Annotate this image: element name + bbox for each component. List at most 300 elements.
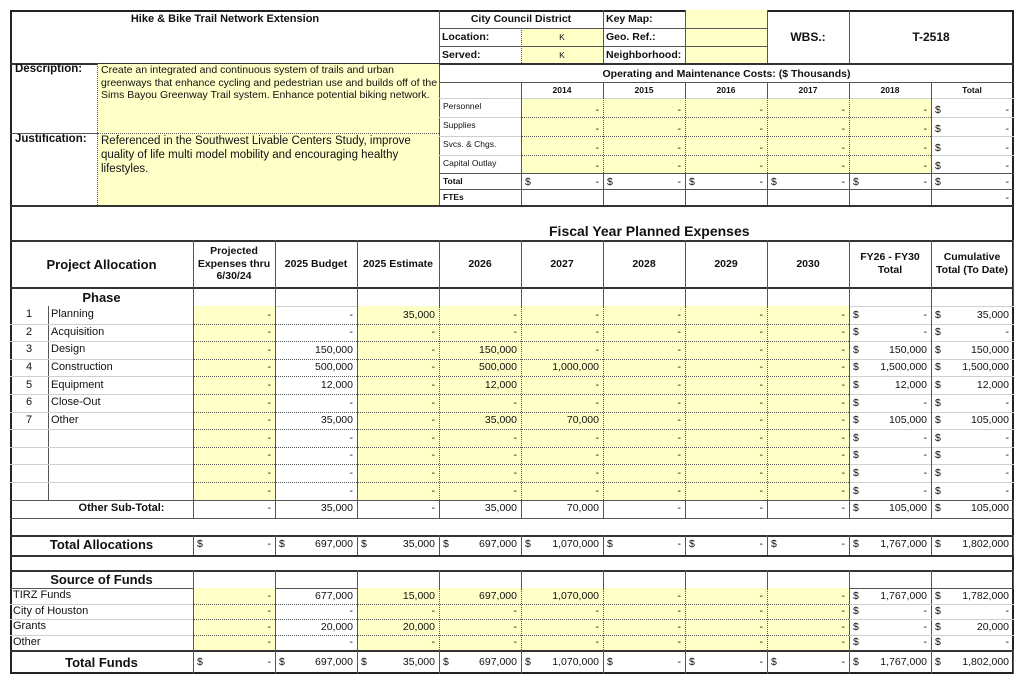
currency-symbol: $ <box>279 655 285 668</box>
om-cell <box>603 174 685 189</box>
amount: 1,070,000 <box>552 655 599 668</box>
amount: - <box>923 620 927 633</box>
om-cell[interactable]: - <box>677 141 681 154</box>
currency-symbol: $ <box>935 502 941 515</box>
phase-number: 6 <box>25 396 33 409</box>
currency-symbol: $ <box>935 361 941 374</box>
phase-cell[interactable]: - <box>841 361 845 374</box>
om-cell[interactable]: - <box>923 103 927 116</box>
source-cell[interactable]: - <box>349 636 353 649</box>
phase-cell[interactable]: - <box>677 484 681 497</box>
amount: - <box>1005 122 1009 135</box>
currency-symbol: $ <box>853 396 859 409</box>
om-cell[interactable]: - <box>595 141 599 154</box>
neighborhood-value[interactable] <box>685 47 767 63</box>
phase-cell[interactable]: - <box>677 431 681 444</box>
om-cell: - <box>1005 191 1009 204</box>
phase-cell[interactable]: - <box>595 343 599 356</box>
phase-cell[interactable]: - <box>349 449 353 462</box>
amount: - <box>1005 396 1009 409</box>
source-cell[interactable]: 1,070,000 <box>552 589 599 602</box>
phase-cell[interactable]: - <box>677 378 681 391</box>
description-label: Description: <box>15 64 83 75</box>
phase-cell[interactable]: 12,000 <box>320 378 353 391</box>
source-cell[interactable]: 15,000 <box>402 589 435 602</box>
amount: 12,000 <box>976 378 1009 391</box>
source-total-cell <box>931 604 1013 620</box>
phase-cell[interactable]: - <box>841 414 845 427</box>
amount: - <box>1005 466 1009 479</box>
om-cell[interactable]: - <box>759 122 763 135</box>
amount: 105,000 <box>971 502 1009 515</box>
grid-line <box>357 287 358 306</box>
phase-number: 7 <box>25 413 33 426</box>
amount: - <box>1005 605 1009 618</box>
phase-cell[interactable]: - <box>677 466 681 479</box>
om-cell <box>603 190 685 205</box>
source-cell[interactable]: - <box>267 620 271 633</box>
grid-line <box>1013 240 1014 287</box>
grid-line <box>357 570 358 588</box>
phase-cell[interactable]: - <box>267 326 271 339</box>
phase-name: Planning <box>51 308 94 321</box>
currency-symbol: $ <box>935 636 941 649</box>
currency-symbol: $ <box>935 484 941 497</box>
phase-cell[interactable]: - <box>595 431 599 444</box>
description-text[interactable]: Create an integrated and continuous system of trails and urban greenways that enhance cycling and pedestrian use and builds off of the Sims Bayou Greenway Trail system. Enhance potential biking network. <box>101 64 438 102</box>
phase-total-cell <box>849 464 931 482</box>
currency-symbol: $ <box>853 308 859 321</box>
om-row-label: FTEs <box>443 192 464 203</box>
currency-symbol: $ <box>935 175 941 188</box>
phase-cell[interactable]: - <box>431 361 435 374</box>
grid-line <box>10 205 1014 207</box>
phase-cell[interactable]: - <box>759 466 763 479</box>
amount: 35,000 <box>402 538 435 551</box>
phase-cell[interactable]: - <box>431 484 435 497</box>
phase-number <box>10 482 48 500</box>
phase-number: 4 <box>25 361 33 374</box>
subtotal-cell: - <box>677 502 681 515</box>
phase-cell[interactable]: - <box>677 396 681 409</box>
om-cell[interactable]: - <box>841 159 845 172</box>
source-cell[interactable]: - <box>595 636 599 649</box>
om-column-header: 2018 <box>880 85 900 96</box>
subtotal-cell: 35,000 <box>484 502 517 515</box>
grid-line <box>685 287 686 306</box>
grid-line <box>767 570 768 588</box>
phase-cell[interactable]: - <box>431 343 435 356</box>
phase-cell[interactable]: - <box>513 484 517 497</box>
source-cell[interactable]: - <box>267 636 271 649</box>
source-cell[interactable]: - <box>513 620 517 633</box>
phase-cell[interactable]: - <box>431 414 435 427</box>
fiscal-column-header: FY26 - FY30 Total <box>860 251 920 276</box>
phase-cell[interactable]: - <box>595 378 599 391</box>
phase-cell[interactable]: - <box>267 361 271 374</box>
source-cell[interactable]: - <box>677 620 681 633</box>
phase-cell[interactable]: - <box>759 343 763 356</box>
phase-cell[interactable]: - <box>759 308 763 321</box>
phase-cell[interactable]: - <box>595 484 599 497</box>
source-cell[interactable]: - <box>267 605 271 618</box>
phase-cell[interactable]: - <box>841 308 845 321</box>
om-cell <box>685 190 767 205</box>
phase-cell[interactable]: - <box>349 396 353 409</box>
phase-name <box>48 429 193 447</box>
currency-symbol: $ <box>853 449 859 462</box>
phase-cell[interactable]: - <box>513 449 517 462</box>
om-row-label: Supplies <box>443 120 476 130</box>
currency-symbol: $ <box>853 431 859 444</box>
key-map-value[interactable] <box>685 11 767 28</box>
amount: 1,767,000 <box>880 589 927 602</box>
phase-total-cell <box>931 324 1013 342</box>
phase-cell[interactable]: - <box>431 326 435 339</box>
fiscal-column-header: 2025 Estimate <box>362 257 434 270</box>
amount: - <box>759 655 763 668</box>
source-name: Grants <box>13 620 47 633</box>
phase-cell[interactable]: 1,000,000 <box>552 361 599 374</box>
source-cell[interactable]: - <box>759 636 763 649</box>
phase-cell[interactable]: - <box>513 396 517 409</box>
source-name: Other <box>13 636 41 649</box>
currency-symbol: $ <box>443 538 449 551</box>
phase-cell[interactable]: - <box>841 396 845 409</box>
amount: 697,000 <box>479 538 517 551</box>
source-cell[interactable]: - <box>513 636 517 649</box>
phase-cell[interactable]: - <box>759 449 763 462</box>
neighborhood-label: Neighborhood: <box>606 48 682 61</box>
fiscal-title: Fiscal Year Planned Expenses <box>549 222 750 239</box>
source-cell[interactable]: - <box>595 605 599 618</box>
total-funds-cell <box>357 650 439 674</box>
total-funds-label: Total Funds <box>65 654 138 670</box>
amount: - <box>1005 103 1009 116</box>
phase-cell[interactable]: - <box>841 326 845 339</box>
source-cell[interactable]: - <box>841 636 845 649</box>
om-column-header: 2016 <box>716 85 736 96</box>
currency-symbol: $ <box>935 122 941 135</box>
om-cell[interactable]: - <box>677 159 681 172</box>
om-cell <box>767 190 849 205</box>
grid-line <box>603 82 604 98</box>
grid-line <box>439 63 1014 65</box>
phase-cell[interactable]: - <box>841 378 845 391</box>
currency-symbol: $ <box>525 175 531 188</box>
phase-name: Other <box>51 413 79 426</box>
currency-symbol: $ <box>935 396 941 409</box>
om-cell <box>931 156 1013 173</box>
amount: - <box>923 175 927 188</box>
om-cell <box>931 118 1013 136</box>
phase-cell[interactable]: - <box>431 431 435 444</box>
om-cell[interactable]: - <box>841 122 845 135</box>
currency-symbol: $ <box>197 538 203 551</box>
total-funds-cell <box>849 650 931 674</box>
amount: - <box>923 466 927 479</box>
subtotal-cell: - <box>759 502 763 515</box>
om-cell[interactable]: - <box>759 159 763 172</box>
subtotal-cell: - <box>267 502 271 515</box>
grid-line <box>685 82 686 98</box>
om-cell[interactable]: - <box>595 122 599 135</box>
phase-cell[interactable]: - <box>759 378 763 391</box>
source-cell[interactable]: 20,000 <box>320 620 353 633</box>
fiscal-column-header: 2030 <box>796 257 820 270</box>
phase-cell[interactable]: - <box>513 308 517 321</box>
currency-symbol: $ <box>935 466 941 479</box>
phase-cell[interactable]: - <box>595 396 599 409</box>
location-value[interactable]: K <box>559 32 565 43</box>
currency-symbol: $ <box>689 175 695 188</box>
currency-symbol: $ <box>935 141 941 154</box>
grid-line <box>193 287 194 306</box>
phase-cell[interactable]: - <box>677 308 681 321</box>
phase-cell[interactable]: - <box>267 308 271 321</box>
phase-cell[interactable]: - <box>267 431 271 444</box>
source-of-funds-label: Source of Funds <box>50 571 153 587</box>
grid-line <box>849 82 850 98</box>
currency-symbol: $ <box>607 538 613 551</box>
grid-line <box>767 287 768 306</box>
phase-total-cell <box>849 412 931 430</box>
amount: 35,000 <box>976 308 1009 321</box>
amount: 105,000 <box>889 502 927 515</box>
om-cell[interactable]: - <box>759 141 763 154</box>
currency-symbol: $ <box>689 538 695 551</box>
source-cell[interactable]: 20,000 <box>402 620 435 633</box>
grid-line <box>767 82 768 98</box>
phase-total-cell <box>931 447 1013 465</box>
amount: - <box>1005 175 1009 188</box>
om-cell[interactable]: - <box>923 122 927 135</box>
geo-ref-value[interactable] <box>685 29 767 46</box>
phase-cell[interactable]: 12,000 <box>484 378 517 391</box>
source-cell[interactable]: - <box>431 605 435 618</box>
phase-cell[interactable]: - <box>759 484 763 497</box>
phase-cell[interactable]: - <box>513 431 517 444</box>
source-cell[interactable]: - <box>513 605 517 618</box>
currency-symbol: $ <box>853 378 859 391</box>
grid-line <box>10 518 1014 519</box>
phase-cell[interactable]: - <box>759 326 763 339</box>
phase-name <box>48 464 193 482</box>
source-cell[interactable]: - <box>677 589 681 602</box>
justification-label: Justification: <box>15 134 87 145</box>
source-cell[interactable]: 677,000 <box>315 589 353 602</box>
project-title: Hike & Bike Trail Network Extension <box>130 12 320 25</box>
currency-symbol: $ <box>935 308 941 321</box>
phase-cell[interactable]: - <box>349 466 353 479</box>
phase-cell[interactable]: 150,000 <box>479 343 517 356</box>
phase-cell[interactable]: - <box>267 414 271 427</box>
om-cell[interactable]: - <box>677 103 681 116</box>
om-column-header: 2014 <box>552 85 572 96</box>
currency-symbol: $ <box>935 449 941 462</box>
phase-cell[interactable]: - <box>595 308 599 321</box>
fiscal-column-header: Projected Expenses thru 6/30/24 <box>197 245 271 283</box>
phase-cell[interactable]: - <box>759 431 763 444</box>
phase-name <box>48 482 193 500</box>
source-cell[interactable]: - <box>677 605 681 618</box>
om-cell <box>931 137 1013 155</box>
phase-cell[interactable]: - <box>267 378 271 391</box>
source-cell[interactable]: - <box>349 605 353 618</box>
justification-text[interactable]: Referenced in the Southwest Livable Centers Study, improve quality of life multi model mobility and encouraging healthy lifestyles. <box>101 135 411 175</box>
amount: - <box>923 308 927 321</box>
currency-symbol: $ <box>935 655 941 668</box>
currency-symbol: $ <box>935 326 941 339</box>
source-total-cell <box>849 588 931 604</box>
wbs-value: T-2518 <box>912 30 950 44</box>
currency-symbol: $ <box>771 538 777 551</box>
phase-cell[interactable]: - <box>267 343 271 356</box>
phase-cell[interactable]: - <box>267 484 271 497</box>
phase-cell[interactable]: - <box>349 308 353 321</box>
amount: - <box>1005 449 1009 462</box>
phase-cell[interactable]: - <box>677 326 681 339</box>
source-cell[interactable]: - <box>267 589 271 602</box>
total-allocation-cell <box>767 535 849 555</box>
amount: - <box>1005 159 1009 172</box>
phase-cell[interactable]: 150,000 <box>315 343 353 356</box>
currency-symbol: $ <box>935 589 941 602</box>
currency-symbol: $ <box>853 589 859 602</box>
source-cell[interactable]: - <box>759 589 763 602</box>
fiscal-column-header: Cumulative Total (To Date) <box>936 251 1008 276</box>
source-cell[interactable]: - <box>677 636 681 649</box>
phase-number: 3 <box>25 343 33 356</box>
phase-cell[interactable]: - <box>677 449 681 462</box>
amount: - <box>677 538 681 551</box>
phase-cell[interactable]: - <box>841 431 845 444</box>
source-cell[interactable]: - <box>759 605 763 618</box>
source-cell[interactable]: 697,000 <box>479 589 517 602</box>
currency-symbol: $ <box>689 655 695 668</box>
currency-symbol: $ <box>935 343 941 356</box>
phase-cell[interactable]: - <box>349 484 353 497</box>
currency-symbol: $ <box>935 378 941 391</box>
phase-cell[interactable]: - <box>431 449 435 462</box>
om-cell[interactable]: - <box>759 103 763 116</box>
phase-cell[interactable]: 500,000 <box>315 361 353 374</box>
phase-total-cell <box>931 482 1013 500</box>
phase-cell[interactable]: - <box>759 361 763 374</box>
total-allocation-cell <box>521 535 603 555</box>
om-cell[interactable]: - <box>841 103 845 116</box>
source-cell[interactable]: - <box>431 636 435 649</box>
total-allocations-label: Total Allocations <box>49 537 154 553</box>
phase-cell[interactable]: 500,000 <box>479 361 517 374</box>
source-cell[interactable]: - <box>595 620 599 633</box>
amount: - <box>1005 431 1009 444</box>
amount: - <box>267 655 271 668</box>
phase-cell[interactable]: - <box>759 414 763 427</box>
om-cell[interactable]: - <box>677 122 681 135</box>
phase-cell[interactable]: - <box>513 466 517 479</box>
phase-cell[interactable]: - <box>267 466 271 479</box>
phase-cell[interactable]: - <box>431 378 435 391</box>
om-cell[interactable]: - <box>923 141 927 154</box>
amount: 1,782,000 <box>962 589 1009 602</box>
phase-cell[interactable]: - <box>759 396 763 409</box>
phase-cell[interactable]: - <box>841 449 845 462</box>
phase-cell[interactable]: - <box>677 343 681 356</box>
source-cell[interactable]: - <box>759 620 763 633</box>
phase-cell[interactable]: - <box>349 326 353 339</box>
phase-cell[interactable]: 35,000 <box>484 414 517 427</box>
wbs-label: WBS.: <box>790 30 826 44</box>
amount: - <box>1005 326 1009 339</box>
phase-name: Design <box>51 343 86 356</box>
phase-total-cell <box>849 359 931 377</box>
amount: 697,000 <box>315 538 353 551</box>
source-total-cell <box>849 619 931 635</box>
phase-cell[interactable]: - <box>595 449 599 462</box>
source-total-cell <box>931 588 1013 604</box>
grid-line <box>521 570 522 588</box>
phase-cell[interactable]: - <box>595 326 599 339</box>
total-funds-cell <box>275 650 357 674</box>
amount: 150,000 <box>971 343 1009 356</box>
amount: 35,000 <box>402 655 435 668</box>
phase-cell[interactable]: - <box>267 449 271 462</box>
grid-line <box>931 570 932 588</box>
currency-symbol: $ <box>525 538 531 551</box>
phase-cell[interactable]: 35,000 <box>402 308 435 321</box>
source-cell[interactable]: - <box>841 589 845 602</box>
currency-symbol: $ <box>853 655 859 668</box>
amount: - <box>923 326 927 339</box>
om-cell[interactable]: - <box>923 159 927 172</box>
phase-total-cell <box>849 429 931 447</box>
om-costs-title: Operating and Maintenance Costs: ($ Thousands) <box>602 67 851 80</box>
total-allocation-cell <box>685 535 767 555</box>
phase-cell[interactable]: 70,000 <box>566 414 599 427</box>
om-cell[interactable]: - <box>595 159 599 172</box>
phase-cell[interactable]: - <box>267 396 271 409</box>
phase-cell[interactable]: 35,000 <box>320 414 353 427</box>
currency-symbol: $ <box>853 361 859 374</box>
phase-cell[interactable]: - <box>513 326 517 339</box>
om-column-header: Total <box>962 85 982 96</box>
phase-cell[interactable]: - <box>349 431 353 444</box>
phase-total-cell <box>849 482 931 500</box>
phase-cell[interactable]: - <box>841 343 845 356</box>
source-cell[interactable]: - <box>841 620 845 633</box>
total-allocation-cell <box>849 535 931 555</box>
project-allocation-label: Project Allocation <box>46 256 157 272</box>
phase-cell[interactable]: - <box>841 466 845 479</box>
subtotal-cell <box>849 500 931 518</box>
phase-cell[interactable]: - <box>431 396 435 409</box>
om-cell <box>521 174 603 189</box>
source-cell[interactable]: - <box>841 605 845 618</box>
phase-number <box>10 464 48 482</box>
phase-cell[interactable]: - <box>431 466 435 479</box>
phase-name: Close-Out <box>51 396 101 409</box>
phase-cell[interactable]: - <box>595 466 599 479</box>
served-value[interactable]: K <box>559 49 565 60</box>
om-cell[interactable]: - <box>595 103 599 116</box>
total-funds-cell <box>193 650 275 674</box>
phase-cell[interactable]: - <box>841 484 845 497</box>
om-cell[interactable]: - <box>841 141 845 154</box>
phase-cell[interactable]: - <box>677 414 681 427</box>
phase-cell[interactable]: - <box>677 361 681 374</box>
om-cell <box>521 190 603 205</box>
